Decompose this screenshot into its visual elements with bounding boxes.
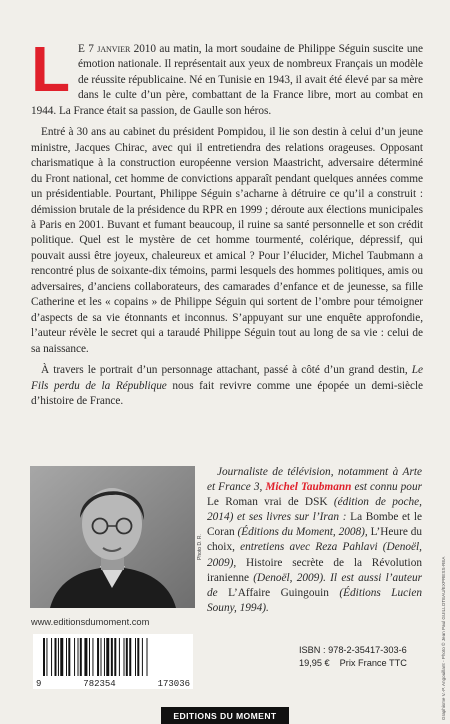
author-photo [30, 466, 195, 608]
isbn-number: ISBN : 978-2-35417-303-6 [299, 645, 407, 655]
barcode-bar [68, 638, 70, 676]
barcode-bar [126, 638, 128, 676]
author-bio-text: (Éditions Lucien Souny, 1994). [207, 586, 422, 614]
book-title: L’Affaire Guingouin [228, 586, 329, 599]
blurb-paragraph-3 [31, 363, 423, 409]
barcode [33, 634, 193, 688]
barcode-bar [78, 638, 79, 676]
author-bio-text: Journaliste de télévision, notamment à Arte et France 3, [207, 466, 422, 494]
publisher-logo: EDITIONS DU MOMENT [161, 707, 289, 724]
barcode-bar [124, 638, 125, 676]
author-biography [207, 465, 422, 616]
photo-credit: Photo D. R. [197, 534, 203, 560]
blurb-p1-lead: E 7 [78, 43, 98, 55]
barcode-digit-group: 782354 [83, 679, 116, 689]
author-bio-text: (Denoël, 2009). Il est aussi l’auteur de [207, 571, 422, 599]
barcode-bar [58, 638, 59, 676]
barcode-bar [66, 638, 67, 676]
barcode-bar [137, 638, 139, 676]
barcode-digit-group: 173036 [157, 679, 190, 689]
barcode-bar [104, 638, 105, 676]
barcode-bar [135, 638, 136, 676]
barcode-bar [101, 638, 102, 676]
barcode-bar [111, 638, 113, 676]
price-label: Prix France TTC [339, 658, 407, 668]
barcode-bar [51, 638, 52, 676]
author-bio-paragraph [207, 465, 422, 616]
book-title: Le Roman vrai de DSK [207, 496, 328, 509]
barcode-digits [33, 679, 193, 689]
author-bio-text: est connu pour [351, 481, 422, 494]
barcode-bar [84, 638, 87, 676]
book-title: L’Heure du choix, [207, 526, 422, 554]
barcode-bar [46, 638, 47, 676]
back-cover-blurb [31, 33, 424, 415]
book-title-mention: Le Fils perdu de la République [31, 364, 423, 392]
barcode-bars [33, 634, 193, 678]
blurb-paragraph-2: Entré à 30 ans au cabinet du président Pompidou, il lie son destin à celui d’un jeune ministre, Jacques Chirac, avec qui il entretiendra des relations orageuses. Opposant charismatique à la construction européenne version Maastricht, adversaire déterminé du Front national, cet homme de convictions apparaît pendant quelques années comme un présidentiable. Pourtant, Philippe Séguin s’acharne à détruire ce qu’il a construit : démission brutale de la présidence du RPR en 1999 ; déroute aux élections municipales à Paris en 2001. Buvant et fumant beaucoup, il ruine sa santé personnelle et son crédit politique. Quel est le mystère de cet homme tourmenté, colérique, dépressif, qui pouvait aussi être joyeux, chaleureux et amical ? Pour l’élucider, Michel Taubmann a rencontré plus de soixante-dix témoins, parmi lesquels des hommes politiques, amis ou adversaires, d’anciens collaborateurs, des camarades d’enfance et de jeunesse, sa fille Catherine et les « copains » de Philippe Séguin qui sortent de l’ombre pour témoigner d’aspects de sa vie étonnants et inconnus. S’appuyant sur une enquête approfondie, l’auteur révèle le secret qui a taraudé Philippe Séguin tout au long de sa vie : celui de sa naissance. [31, 126, 423, 355]
barcode-bar [114, 638, 116, 676]
barcode-bar [43, 638, 45, 676]
barcode-bar [60, 638, 63, 676]
design-photo-credit: Graphisme V.-P. Angouillant - Photo © Jean Paul GUILLOTEAU/EXPRESS-REA [441, 556, 446, 720]
author-bio-text: (Éditions du Moment, 2008), [234, 526, 371, 539]
author-bio-text: (édition de poche, 2014) et ses livres sur l’Iran : [207, 496, 422, 524]
price-line [299, 657, 407, 670]
barcode-bar [92, 638, 93, 676]
publisher-website: www.editionsdumoment.com [31, 617, 150, 627]
barcode-bar [97, 638, 99, 676]
author-name: Michel Taubmann [265, 481, 352, 494]
barcode-bar [147, 638, 148, 676]
price-amount: 19,95 € [299, 658, 330, 668]
blurb-p1-rest: 2010 au matin, la mort soudaine de Philippe Séguin suscite une émotion nationale. Il représentait aux yeux de nombreux Français un modèle de réussite républicaine. Né en Tunisie en 1943, il avait été élevé par sa mère dans le culte d’un père, combattant de la France libre, mort au combat en 1944. La France était sa passion, de Gaulle son héros. [31, 43, 423, 117]
author-bio-text: entretiens avec Reza Pahlavi (Denoël, 2009), [207, 541, 422, 569]
blurb-p3-after: nous fait revivre comme une épopée un demi-siècle d’histoire de France. [31, 379, 424, 407]
barcode-bar [129, 638, 131, 676]
barcode-bar [55, 638, 57, 676]
barcode-bar [89, 638, 90, 676]
barcode-bar [142, 638, 143, 676]
author-portrait-image [30, 466, 195, 608]
blurb-paragraph-1 [31, 33, 423, 119]
book-title: Histoire secrète de la Révolution iranienne [207, 556, 422, 584]
barcode-bar [106, 638, 109, 676]
barcode-bar [74, 638, 75, 676]
isbn-price-block [299, 644, 407, 670]
blurb-p1-month: janvier [97, 43, 131, 55]
barcode-digit-group: 9 [36, 679, 42, 689]
book-title: La Bombe et le Coran [207, 511, 423, 539]
barcode-bar [119, 638, 120, 676]
barcode-bar [80, 638, 82, 676]
drop-cap: L [31, 33, 71, 105]
blurb-p3-before: À travers le portrait d’un personnage attachant, passé à côté d’un grand destin, [41, 364, 412, 377]
